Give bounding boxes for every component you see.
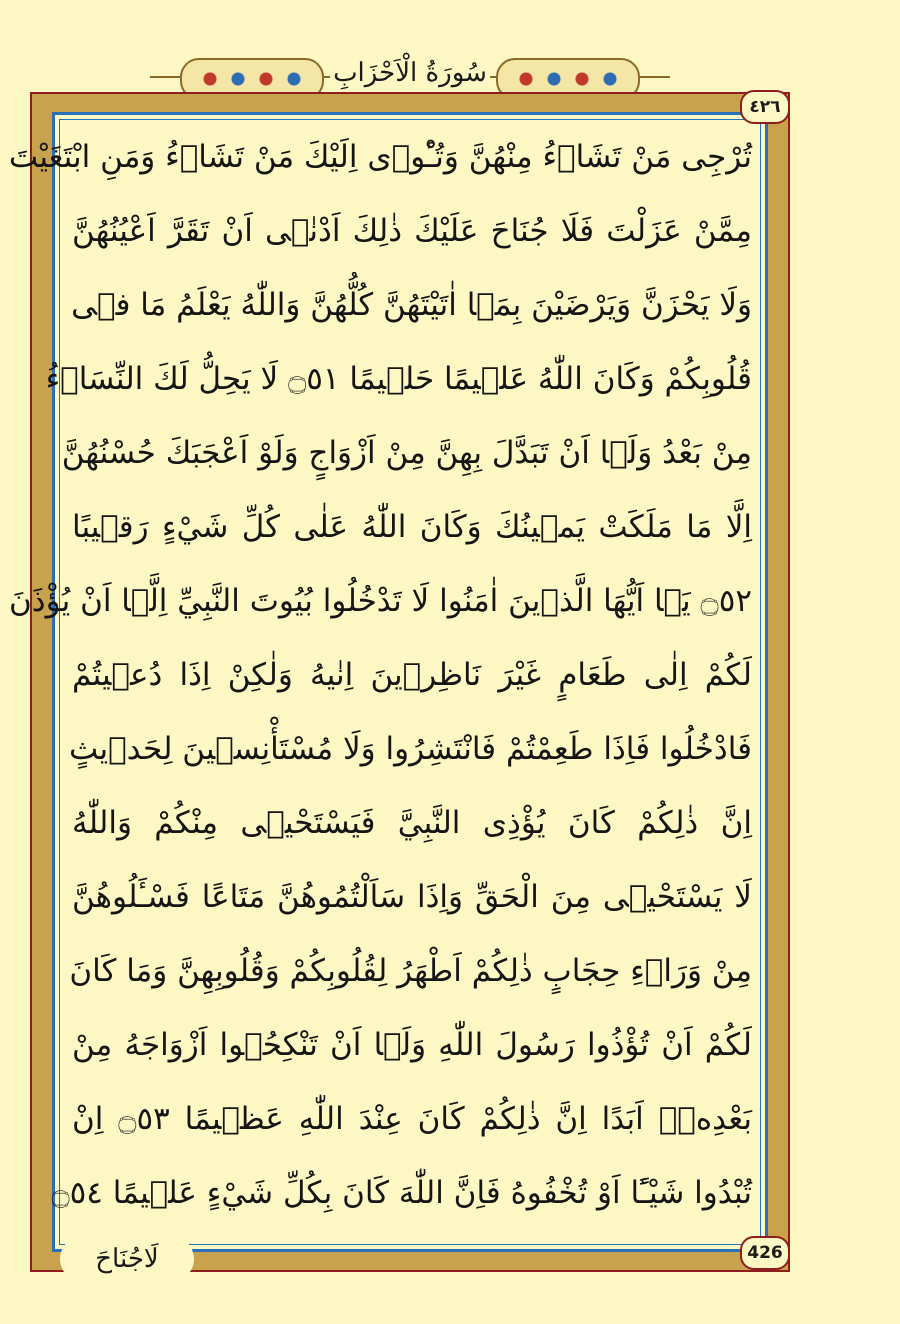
text-line: اِلَّا مَا مَلَكَتْ يَمٖينُكَ وَكَانَ اللّٰهُ عَلٰى كُلِّ شَيْءٍ رَقٖيبًا xyxy=(72,509,752,545)
text-line: لَكُمْ اِلٰى طَعَامٍ غَيْرَ نَاظِرٖينَ اِنٰيهُ وَلٰكِنْ اِذَا دُعٖيتُمْ xyxy=(72,657,752,693)
page-number-top: ٤٢٦ xyxy=(740,90,790,124)
text-line: قُلُوبِكُمْ وَكَانَ اللّٰهُ عَلٖيمًا حَلٖيمًا ۝٥١ لَا يَحِلُّ لَكَ النِّسَاۤءُ xyxy=(45,361,752,397)
text-line: تُرْجِى مَنْ تَشَاۤءُ مِنْهُنَّ وَتُـْٔوۤى اِلَيْكَ مَنْ تَشَاۤءُ وَمَنِ ابْتَغَيْتَ xyxy=(8,139,752,175)
text-line: مِنْ وَرَاۤءِ حِجَابٍ ذٰلِكُمْ اَطْهَرُ لِقُلُوبِكُمْ وَقُلُوبِهِنَّ وَمَا كَانَ xyxy=(69,953,752,989)
text-line: بَعْدِهٖۤ اَبَدًا اِنَّ ذٰلِكُمْ كَانَ عِنْدَ اللّٰهِ عَظٖيمًا ۝٥٣ اِنْ xyxy=(72,1101,752,1137)
text-line: لَا يَسْتَحْيٖى مِنَ الْحَقِّ وَاِذَا سَاَلْتُمُوهُنَّ مَتَاعًا فَسْـَٔلُوهُنَّ xyxy=(72,879,752,915)
text-line: مِنْ بَعْدُ وَلَۤا اَنْ تَبَدَّلَ بِهِنَّ مِنْ اَزْوَاجٍ وَلَوْ اَعْجَبَكَ حُسْنُهُنَّ xyxy=(61,435,752,471)
text-line: مِمَّنْ عَزَلْتَ فَلَا جُنَاحَ عَلَيْكَ ذٰلِكَ اَدْنٰۤى اَنْ تَقَرَّ اَعْيُنُهُنَّ xyxy=(72,213,752,249)
verse-text-area xyxy=(8,122,752,1232)
text-line: ۝٥٢ يَۤا اَيُّهَا الَّذٖينَ اٰمَنُوا لَا تَدْخُلُوا بُيُوتَ النَّبِيِّ اِلَّۤا اَنْ يُؤْذَنَ xyxy=(9,583,752,619)
text-line: فَادْخُلُوا فَاِذَا طَعِمْتُمْ فَانْتَشِرُوا وَلَا مُسْتَأْنِسٖينَ لِحَدٖيثٍ xyxy=(69,731,752,767)
surah-title: سُورَةُ الْاَحْزَابِ xyxy=(330,58,490,88)
text-line: تُبْدُوا شَيْـًٔا اَوْ تُخْفُوهُ فَاِنَّ اللّٰهَ كَانَ بِكُلِّ شَيْءٍ عَلٖيمًا ۝٥٤ xyxy=(51,1175,752,1211)
text-line: اِنَّ ذٰلِكُمْ كَانَ يُؤْذِى النَّبِيَّ فَيَسْتَحْيٖى مِنْكُمْ وَاللّٰهُ xyxy=(72,805,752,841)
text-line: لَكُمْ اَنْ تُؤْذُوا رَسُولَ اللّٰهِ وَلَۤا اَنْ تَنْكِحُۤوا اَزْوَاجَهُ مِنْ xyxy=(72,1027,752,1063)
page-number-bottom: 426 xyxy=(740,1236,790,1270)
catchword: لَاجُنَاحَ xyxy=(60,1236,194,1282)
text-line: وَلَا يَحْزَنَّ وَيَرْضَيْنَ بِمَۤا اٰتَيْتَهُنَّ كُلُّهُنَّ وَاللّٰهُ يَعْلَمُ مَا فٖى xyxy=(71,287,752,323)
